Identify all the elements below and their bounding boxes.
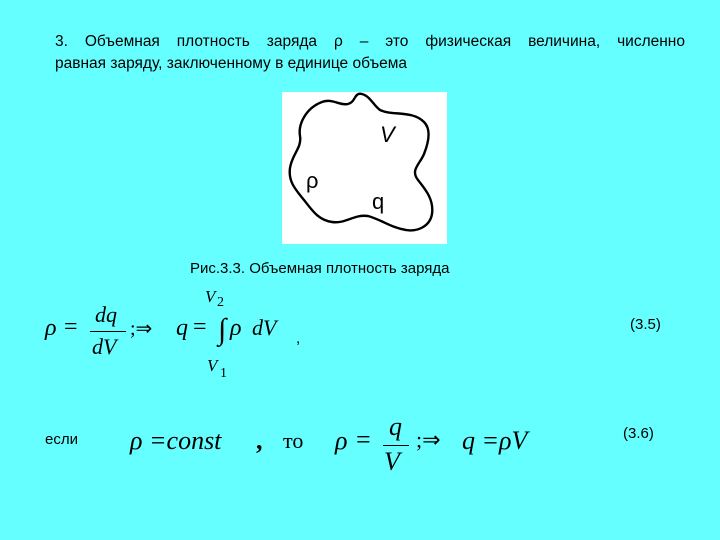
volume-figure [282, 92, 447, 244]
eq36-numerator: q [389, 412, 402, 441]
eq35-equals-2: = [193, 314, 207, 340]
eq36-then-word: то [283, 428, 304, 453]
eq36-equals: = [356, 425, 371, 454]
eq35-upper-V: V [205, 287, 216, 306]
figure-label-q: q [372, 189, 385, 214]
volume-outline [290, 94, 433, 231]
eq36-implies: ;⇒ [416, 427, 441, 452]
figure-caption: Рис.3.3. Объемная плотность заряда [190, 260, 450, 277]
figure-label-V: V [380, 122, 395, 147]
paragraph-line-2: равная заряду, заключенному в единице объема [55, 55, 408, 72]
eq36-rho: ρ [335, 426, 348, 455]
eq35-trailing-comma: , [296, 330, 301, 347]
eq36-condition: ρ =const [130, 426, 222, 455]
eq36-comma: , [256, 426, 263, 455]
figure-label-rho: ρ [306, 168, 319, 193]
eq36-number: (3.6) [623, 425, 654, 442]
eq35-denominator: dV [92, 334, 117, 359]
eq35-integrand-rho: ρ [230, 315, 242, 341]
eq35-integral-sign: ∫ [218, 313, 227, 346]
volume-blob-drawing [282, 92, 447, 244]
eq36-result: q =ρV [462, 426, 528, 455]
eq35-dV: dV [252, 315, 277, 340]
eq35-lower-index: 1 [220, 366, 227, 381]
eq35-upper-index: 2 [217, 295, 224, 310]
eq35-q: q [176, 315, 188, 341]
eq35-lower-V: V [207, 356, 218, 375]
eq36-fraction-bar [383, 445, 409, 446]
eq35-implies: ;⇒ [130, 318, 153, 340]
eq35-rho: ρ [45, 315, 57, 341]
definition-paragraph [55, 31, 685, 75]
eq35-number: (3.5) [630, 316, 661, 333]
paragraph-line-1: 3. Объемная плотность заряда ρ – это физическая величина, численно [55, 33, 685, 50]
eq35-numerator: dq [95, 302, 117, 327]
eq35-fraction-bar [90, 331, 126, 332]
eq35-equals: = [64, 314, 78, 340]
eq36-denominator: V [384, 447, 400, 476]
eq36-if-word: если [45, 431, 78, 448]
